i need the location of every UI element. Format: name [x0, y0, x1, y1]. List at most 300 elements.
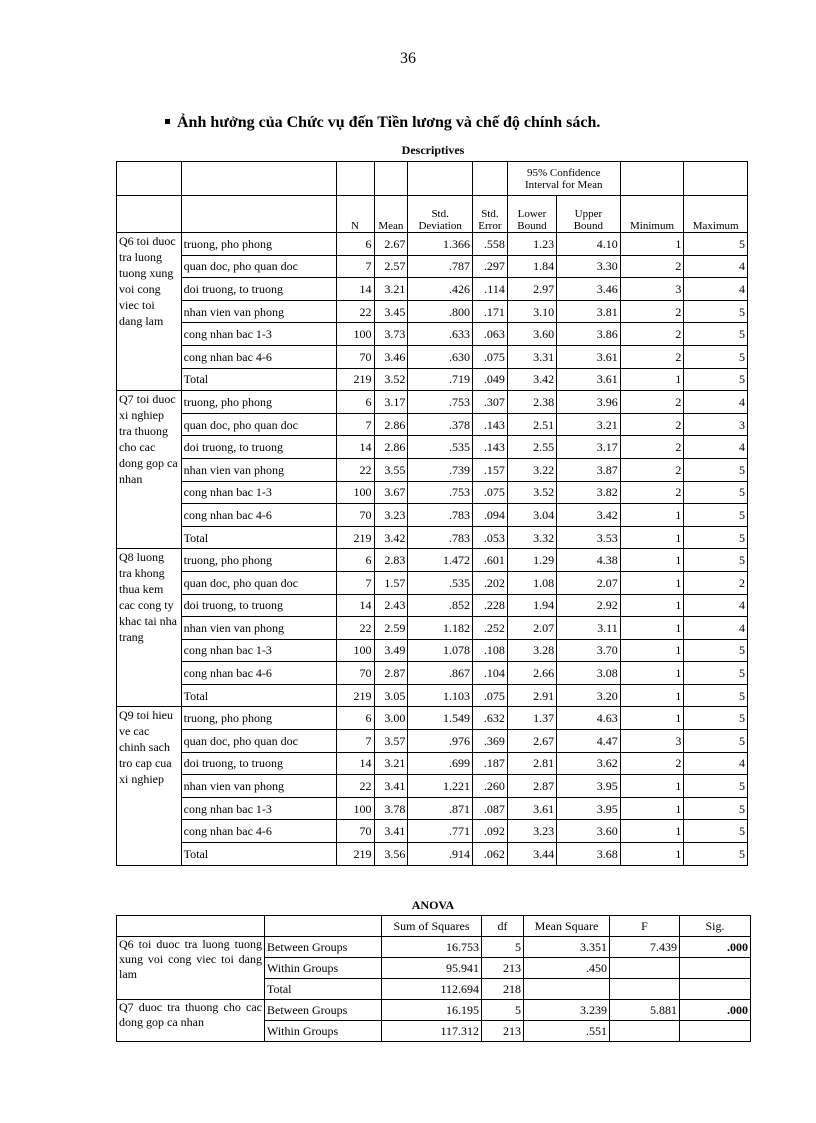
anova-header-sig: Sig.	[680, 916, 751, 937]
anova-row	[117, 937, 751, 958]
table-cell: 2.57	[374, 255, 408, 278]
table-cell: 4	[684, 436, 748, 459]
table-cell: .558	[472, 233, 507, 256]
table-cell: 2.59	[374, 617, 408, 640]
table-cell: .187	[472, 752, 507, 775]
table-cell: 5	[684, 820, 748, 843]
table-cell: 3.08	[557, 662, 621, 685]
header-n: N	[336, 196, 374, 233]
table-cell: 3.28	[507, 639, 556, 662]
table-cell: .378	[408, 413, 473, 436]
header-cell	[117, 196, 182, 233]
table-row	[117, 504, 748, 527]
table-cell: 2.83	[374, 549, 408, 572]
table-row	[117, 278, 748, 301]
table-cell: 5	[684, 458, 748, 481]
table-cell: 3.23	[374, 504, 408, 527]
row-label: quan doc, pho quan doc	[181, 571, 336, 594]
header-ci: 95% Confidence Interval for Mean	[507, 162, 620, 196]
table-cell: 1.08	[507, 571, 556, 594]
table-cell: .719	[408, 368, 473, 391]
table-cell: 2.97	[507, 278, 556, 301]
table-cell: 1	[620, 639, 684, 662]
table-cell: 1.182	[408, 617, 473, 640]
table-cell: 3.52	[374, 368, 408, 391]
table-cell: .049	[472, 368, 507, 391]
table-cell: 4	[684, 594, 748, 617]
table-cell: 5	[684, 504, 748, 527]
anova-row-label: Between Groups	[265, 937, 382, 958]
table-cell: .087	[472, 797, 507, 820]
table-row	[117, 345, 748, 368]
anova-row-label: Total	[265, 979, 382, 1000]
table-cell: 3.32	[507, 526, 556, 549]
row-label: Total	[181, 526, 336, 549]
anova-cell: 213	[482, 958, 524, 979]
header-cell	[265, 916, 382, 937]
row-label: cong nhan bac 4-6	[181, 504, 336, 527]
row-label: cong nhan bac 1-3	[181, 797, 336, 820]
table-row	[117, 594, 748, 617]
table-cell: 1.23	[507, 233, 556, 256]
row-label: Total	[181, 368, 336, 391]
table-cell: .053	[472, 526, 507, 549]
table-cell: .104	[472, 662, 507, 685]
anova-cell: 213	[482, 1021, 524, 1042]
table-cell: 5	[684, 345, 748, 368]
table-cell: .914	[408, 843, 473, 866]
header-std-err: Std. Error	[472, 196, 507, 233]
table-cell: 2.66	[507, 662, 556, 685]
table-cell: 3.31	[507, 345, 556, 368]
anova-title: ANOVA	[411, 898, 455, 912]
row-label: nhan vien van phong	[181, 458, 336, 481]
table-cell: 4.63	[557, 707, 621, 730]
table-cell: .092	[472, 820, 507, 843]
table-cell: .535	[408, 571, 473, 594]
table-row	[117, 662, 748, 685]
table-cell: .075	[472, 481, 507, 504]
table-cell: 2.43	[374, 594, 408, 617]
anova-group-label: Q7 duoc tra thuong cho cac dong gop ca nhan	[117, 1000, 265, 1042]
table-cell: 100	[336, 639, 374, 662]
table-cell: 100	[336, 481, 374, 504]
table-cell: 1.57	[374, 571, 408, 594]
row-label: Total	[181, 843, 336, 866]
group-label: Q6 toi duoc tra luong tuong xung voi cong viec toi dang lam	[117, 233, 182, 391]
anova-cell	[680, 958, 751, 979]
table-cell: 3.46	[557, 278, 621, 301]
table-cell: .202	[472, 571, 507, 594]
anova-cell: 16.753	[382, 937, 482, 958]
descriptives-title: Descriptives	[401, 143, 465, 157]
anova-cell: 3.351	[524, 937, 610, 958]
table-cell: 3.10	[507, 300, 556, 323]
table-cell: 22	[336, 458, 374, 481]
table-cell: 1.84	[507, 255, 556, 278]
table-cell: 4	[684, 752, 748, 775]
table-cell: 1.549	[408, 707, 473, 730]
table-cell: 100	[336, 323, 374, 346]
table-cell: .601	[472, 549, 507, 572]
table-cell: 5	[684, 233, 748, 256]
table-cell: 3.70	[557, 639, 621, 662]
header-cell	[117, 916, 265, 937]
table-row	[117, 571, 748, 594]
table-cell: .252	[472, 617, 507, 640]
table-cell: 3.78	[374, 797, 408, 820]
row-label: quan doc, pho quan doc	[181, 255, 336, 278]
table-cell: 3.49	[374, 639, 408, 662]
table-cell: 3.96	[557, 391, 621, 414]
table-cell: 3.46	[374, 345, 408, 368]
anova-header-row	[117, 916, 751, 937]
table-cell: 219	[336, 368, 374, 391]
anova-cell: .551	[524, 1021, 610, 1042]
table-cell: 2	[684, 571, 748, 594]
table-cell: .369	[472, 730, 507, 753]
table-cell: 5	[684, 797, 748, 820]
table-cell: 1.103	[408, 684, 473, 707]
row-label: truong, pho phong	[181, 549, 336, 572]
table-cell: .114	[472, 278, 507, 301]
table-cell: 3.20	[557, 684, 621, 707]
table-cell: 1	[620, 549, 684, 572]
table-row	[117, 752, 748, 775]
anova-cell: 112.694	[382, 979, 482, 1000]
table-cell: .783	[408, 526, 473, 549]
table-cell: 2.07	[507, 617, 556, 640]
table-cell: 2	[620, 458, 684, 481]
table-cell: 70	[336, 820, 374, 843]
header-cell	[684, 162, 748, 196]
table-cell: 2.86	[374, 413, 408, 436]
table-cell: 1	[620, 707, 684, 730]
table-cell: 219	[336, 843, 374, 866]
table-cell: .787	[408, 255, 473, 278]
table-cell: 3.04	[507, 504, 556, 527]
table-cell: 3.41	[374, 820, 408, 843]
table-cell: 3.55	[374, 458, 408, 481]
table-cell: 1.221	[408, 775, 473, 798]
table-cell: 2.67	[507, 730, 556, 753]
table-cell: .630	[408, 345, 473, 368]
table-cell: 14	[336, 436, 374, 459]
table-cell: 2.51	[507, 413, 556, 436]
table-cell: 6	[336, 391, 374, 414]
row-label: truong, pho phong	[181, 391, 336, 414]
row-label: nhan vien van phong	[181, 617, 336, 640]
table-cell: .783	[408, 504, 473, 527]
table-cell: 1.078	[408, 639, 473, 662]
table-cell: 2.81	[507, 752, 556, 775]
table-cell: 70	[336, 662, 374, 685]
row-label: nhan vien van phong	[181, 300, 336, 323]
table-row	[117, 255, 748, 278]
header-cell	[408, 162, 473, 196]
table-cell: 3.95	[557, 775, 621, 798]
table-cell: 3.56	[374, 843, 408, 866]
page-number: 36	[400, 50, 416, 67]
table-cell: 3.53	[557, 526, 621, 549]
table-cell: 1.94	[507, 594, 556, 617]
table-cell: .871	[408, 797, 473, 820]
table-cell: 7	[336, 413, 374, 436]
anova-header-f: F	[610, 916, 680, 937]
table-row	[117, 436, 748, 459]
table-cell: 14	[336, 278, 374, 301]
anova-row-label: Between Groups	[265, 1000, 382, 1021]
anova-cell	[610, 1021, 680, 1042]
table-cell: 6	[336, 707, 374, 730]
table-cell: .143	[472, 413, 507, 436]
table-cell: .699	[408, 752, 473, 775]
table-cell: 2.38	[507, 391, 556, 414]
table-cell: .171	[472, 300, 507, 323]
table-cell: 2.86	[374, 436, 408, 459]
table-cell: 2	[620, 481, 684, 504]
table-cell: 2.92	[557, 594, 621, 617]
anova-cell: 95.941	[382, 958, 482, 979]
table-cell: .633	[408, 323, 473, 346]
anova-cell	[524, 979, 610, 1000]
header-cell	[336, 162, 374, 196]
table-cell: 3.67	[374, 481, 408, 504]
row-label: cong nhan bac 4-6	[181, 820, 336, 843]
table-cell: 3.44	[507, 843, 556, 866]
table-cell: .094	[472, 504, 507, 527]
header-cell	[374, 162, 408, 196]
table-cell: .075	[472, 684, 507, 707]
table-cell: 5	[684, 481, 748, 504]
table-cell: 3.61	[557, 345, 621, 368]
table-cell: .307	[472, 391, 507, 414]
header-cell	[181, 196, 336, 233]
table-cell: .739	[408, 458, 473, 481]
table-cell: .143	[472, 436, 507, 459]
table-cell: 2	[620, 255, 684, 278]
row-label: doi truong, to truong	[181, 594, 336, 617]
table-cell: 2	[620, 300, 684, 323]
table-cell: 5	[684, 775, 748, 798]
table-cell: 3.60	[557, 820, 621, 843]
header-max: Maximum	[684, 196, 748, 233]
table-row	[117, 617, 748, 640]
table-cell: 3.00	[374, 707, 408, 730]
row-label: doi truong, to truong	[181, 436, 336, 459]
anova-cell: 117.312	[382, 1021, 482, 1042]
table-cell: 5	[684, 730, 748, 753]
table-cell: 2.87	[507, 775, 556, 798]
table-row	[117, 458, 748, 481]
table-cell: 5	[684, 526, 748, 549]
table-cell: 3.82	[557, 481, 621, 504]
table-cell: 1	[620, 775, 684, 798]
table-cell: 22	[336, 300, 374, 323]
table-cell: 1	[620, 526, 684, 549]
anova-row	[117, 1000, 751, 1021]
table-cell: 5	[684, 639, 748, 662]
row-label: quan doc, pho quan doc	[181, 413, 336, 436]
table-row	[117, 549, 748, 572]
table-cell: 2	[620, 345, 684, 368]
table-cell: 14	[336, 752, 374, 775]
anova-cell	[680, 979, 751, 1000]
table-cell: 3.52	[507, 481, 556, 504]
descriptives-table	[116, 161, 748, 866]
anova-cell: 5.881	[610, 1000, 680, 1021]
table-cell: 2.87	[374, 662, 408, 685]
table-cell: 1	[620, 504, 684, 527]
table-cell: 3	[620, 278, 684, 301]
table-cell: 1	[620, 571, 684, 594]
header-std-dev: Std. Deviation	[408, 196, 473, 233]
table-cell: 3.17	[374, 391, 408, 414]
table-row	[117, 526, 748, 549]
table-cell: 2	[620, 752, 684, 775]
table-cell: 2.55	[507, 436, 556, 459]
table-cell: 7	[336, 255, 374, 278]
table-cell: 2	[620, 323, 684, 346]
header-cell	[117, 162, 182, 196]
table-cell: 5	[684, 843, 748, 866]
table-cell: 219	[336, 526, 374, 549]
table-cell: 3.62	[557, 752, 621, 775]
table-cell: 2.67	[374, 233, 408, 256]
table-cell: 1.472	[408, 549, 473, 572]
table-cell: 3.30	[557, 255, 621, 278]
table-cell: 3.81	[557, 300, 621, 323]
table-cell: 1	[620, 233, 684, 256]
row-label: cong nhan bac 1-3	[181, 481, 336, 504]
table-row	[117, 684, 748, 707]
header-cell	[620, 162, 684, 196]
table-cell: .063	[472, 323, 507, 346]
section-heading	[165, 114, 600, 132]
table-cell: 7	[336, 730, 374, 753]
table-row	[117, 707, 748, 730]
group-label: Q9 toi hieu ve cac chinh sach tro cap cua xi nghiep	[117, 707, 182, 865]
table-cell: .753	[408, 481, 473, 504]
table-row	[117, 730, 748, 753]
table-cell: 3.68	[557, 843, 621, 866]
table-cell: .228	[472, 594, 507, 617]
table-row	[117, 843, 748, 866]
table-row	[117, 391, 748, 414]
table-cell: 3.41	[374, 775, 408, 798]
table-cell: 3.22	[507, 458, 556, 481]
row-label: cong nhan bac 4-6	[181, 662, 336, 685]
table-cell: .075	[472, 345, 507, 368]
table-cell: 3.95	[557, 797, 621, 820]
table-cell: 4	[684, 278, 748, 301]
table-cell: 14	[336, 594, 374, 617]
anova-cell: 16.195	[382, 1000, 482, 1021]
table-cell: 1	[620, 797, 684, 820]
table-cell: 70	[336, 504, 374, 527]
table-cell: 3.42	[507, 368, 556, 391]
table-cell: 1	[620, 662, 684, 685]
row-label: doi truong, to truong	[181, 278, 336, 301]
header-lower: Lower Bound	[507, 196, 556, 233]
table-row	[117, 639, 748, 662]
table-cell: 3.11	[557, 617, 621, 640]
table-cell: 70	[336, 345, 374, 368]
table-cell: .976	[408, 730, 473, 753]
header-row	[117, 196, 748, 233]
anova-header-ss: Sum of Squares	[382, 916, 482, 937]
row-label: quan doc, pho quan doc	[181, 730, 336, 753]
table-cell: 3	[620, 730, 684, 753]
table-cell: 3.17	[557, 436, 621, 459]
table-cell: .260	[472, 775, 507, 798]
table-cell: .062	[472, 843, 507, 866]
table-cell: 5	[684, 300, 748, 323]
table-cell: .297	[472, 255, 507, 278]
table-cell: 3.42	[557, 504, 621, 527]
table-row	[117, 820, 748, 843]
table-cell: 22	[336, 617, 374, 640]
anova-cell	[680, 1021, 751, 1042]
group-label: Q8 luong tra khong thua kem cac cong ty khac tai nha trang	[117, 549, 182, 707]
table-cell: 2.07	[557, 571, 621, 594]
table-cell: 1.37	[507, 707, 556, 730]
table-cell: 4	[684, 617, 748, 640]
table-cell: 3.21	[557, 413, 621, 436]
table-cell: 3.21	[374, 278, 408, 301]
table-cell: .426	[408, 278, 473, 301]
table-cell: 1	[620, 617, 684, 640]
table-row	[117, 481, 748, 504]
anova-cell: .000	[680, 1000, 751, 1021]
table-row	[117, 323, 748, 346]
table-cell: .753	[408, 391, 473, 414]
table-cell: 1	[620, 594, 684, 617]
header-cell	[472, 162, 507, 196]
table-row	[117, 300, 748, 323]
table-cell: .867	[408, 662, 473, 685]
table-cell: 22	[336, 775, 374, 798]
table-cell: 5	[684, 549, 748, 572]
table-cell: 2	[620, 436, 684, 459]
header-cell	[181, 162, 336, 196]
table-cell: .771	[408, 820, 473, 843]
table-row	[117, 797, 748, 820]
anova-cell: 7.439	[610, 937, 680, 958]
table-cell: 3.05	[374, 684, 408, 707]
table-cell: 5	[684, 368, 748, 391]
anova-header-df: df	[482, 916, 524, 937]
anova-cell: .000	[680, 937, 751, 958]
table-row	[117, 775, 748, 798]
bullet-icon	[165, 119, 170, 124]
anova-table	[116, 915, 751, 1042]
table-cell: .852	[408, 594, 473, 617]
table-cell: 4.10	[557, 233, 621, 256]
table-cell: 7	[336, 571, 374, 594]
header-row	[117, 162, 748, 196]
anova-cell: 3.239	[524, 1000, 610, 1021]
table-cell: 2.91	[507, 684, 556, 707]
table-cell: .632	[472, 707, 507, 730]
group-label: Q7 toi duoc xi nghiep tra thuong cho cac dong gop ca nhan	[117, 391, 182, 549]
table-cell: 1.366	[408, 233, 473, 256]
anova-cell: 5	[482, 1000, 524, 1021]
table-cell: 100	[336, 797, 374, 820]
table-cell: 5	[684, 662, 748, 685]
table-cell: 4	[684, 255, 748, 278]
table-cell: 3.60	[507, 323, 556, 346]
